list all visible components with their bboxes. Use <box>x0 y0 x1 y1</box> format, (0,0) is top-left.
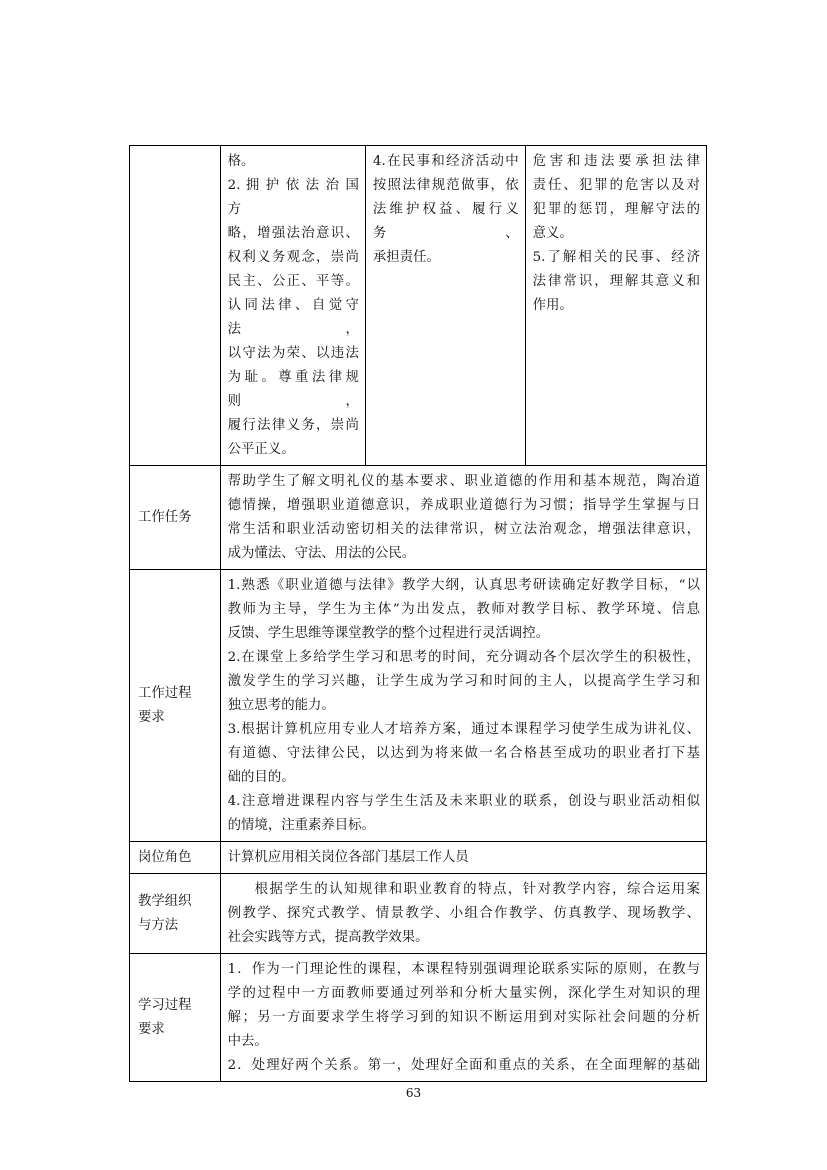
knowledge-goal-cell <box>525 146 706 466</box>
text-line: 公平正义。 <box>227 442 295 457</box>
label-text: 与方法 <box>138 918 179 933</box>
row-label <box>130 466 221 570</box>
text-line: 根据学生的认知规律和职业教育的特点，针对教学内容，综合运用案 <box>254 882 700 897</box>
row-content <box>220 954 706 1082</box>
label-text: 学习过程 <box>138 998 192 1013</box>
text-line: 2. 拥 护 依 法 治 国 方 <box>227 178 359 217</box>
text-line: 法维护权益、履行义务、 <box>372 202 519 241</box>
empty-label-cell <box>130 146 221 466</box>
row-content <box>220 842 706 874</box>
text-line: 危害和违法要承担法律 <box>532 154 700 169</box>
text-line: 5.了解相关的民事、经济 <box>532 250 700 265</box>
text-line: 略，增强法治意识、 <box>227 226 359 241</box>
text-line: 4.注意增进课程内容与学生生活及未来职业的联系，创设与职业活动相似 <box>227 794 700 809</box>
text-line: 权利义务观念，崇尚 <box>227 250 359 265</box>
text-line: 学的过程中一方面教师要通过列举和分析大量实例，深化学生对知识的理 <box>227 986 700 1001</box>
text-line: 解；另一方面要求学生将学习到的知识不断运用到对实际社会问题的分析 <box>227 1010 700 1025</box>
text-line: 2.在课堂上多给学生学习和思考的时间，充分调动各个层次学生的积极性， <box>227 650 700 665</box>
learning-process-row <box>130 954 707 1082</box>
text-line: 常生活和职业活动密切相关的法律常识，树立法治观念，增强法律意识， <box>227 522 700 537</box>
work-process-row <box>130 570 707 842</box>
page-number: 63 <box>405 1086 422 1100</box>
text-line: 犯罪的惩罚，理解守法的 <box>532 202 700 217</box>
text-line: 法律常识，理解其意义和 <box>532 274 700 289</box>
text-line: 成为懂法、守法、用法的公民。 <box>227 546 416 561</box>
text-line: 德情操，增强职业道德意识，养成职业道德行为习惯；指导学生掌握与日 <box>227 498 700 513</box>
text-line: 4.在民事和经济活动中 <box>372 154 519 169</box>
text-line: 按照法律规范做事，依 <box>372 178 519 193</box>
text-line: 中去。 <box>227 1034 268 1049</box>
job-role-row <box>130 842 707 874</box>
text-line: 1.熟悉《职业道德与法律》教学大纲，认真思考研读确定好教学目标，“以 <box>227 578 700 593</box>
text-line: 3.根据计算机应用专业人才培养方案，通过本课程学习使学生成为讲礼仪、 <box>227 722 700 737</box>
text-line: 反馈、学生思维等课堂教学的整个过程进行灵活调控。 <box>227 626 550 641</box>
text-line: 帮助学生了解文明礼仪的基本要求、职业道德的作用和基本规范，陶冶道 <box>227 474 700 489</box>
row-content <box>220 874 706 954</box>
row-label <box>130 570 221 842</box>
text-line: 格。 <box>227 154 255 169</box>
attitude-goal-cell <box>220 146 365 466</box>
text-line: 计算机应用相关岗位各部门基层工作人员 <box>227 850 469 865</box>
label-text: 要求 <box>138 1022 165 1037</box>
text-line: 意义。 <box>532 226 573 241</box>
row-content <box>220 570 706 842</box>
text-line: 社会实践等方式，提高教学效果。 <box>227 930 429 945</box>
ability-goal-cell <box>365 146 525 466</box>
text-line: 独立思考的能力。 <box>227 698 335 713</box>
text-line: 履行法律义务，崇尚 <box>227 418 359 433</box>
text-line: 础的目的。 <box>227 770 295 785</box>
row-label <box>130 842 221 874</box>
text-line: 激发学生的学习兴趣，让学生成为学习和时间的主人，以提高学生学习和 <box>227 674 700 689</box>
objectives-row <box>130 146 707 466</box>
row-label <box>130 954 221 1082</box>
text-line: 有道德、守法律公民，以达到为将来做一名合格甚至成功的职业者打下基 <box>227 746 700 761</box>
label-text: 要求 <box>138 710 165 725</box>
label-text: 岗位角色 <box>138 850 192 865</box>
curriculum-table <box>129 145 707 1082</box>
row-content <box>220 466 706 570</box>
text-line: 1．作为一门理论性的课程，本课程特别强调理论联系实际的原则，在教与 <box>227 962 700 977</box>
text-line: 认同法律、自觉守法， <box>227 298 359 337</box>
label-text: 工作过程 <box>138 686 192 701</box>
text-line: 为耻。尊重法律规则， <box>227 370 359 409</box>
text-line: 的情境，注重素养目标。 <box>227 818 375 833</box>
text-line: 作用。 <box>532 298 573 313</box>
text-line: 责任、犯罪的危害以及对 <box>532 178 700 193</box>
text-line: 承担责任。 <box>372 250 440 265</box>
text-line: 民主、公正、平等。 <box>227 274 359 289</box>
row-label <box>130 874 221 954</box>
label-text: 教学组织 <box>138 894 192 909</box>
text-line: 以守法为荣、以违法 <box>227 346 359 361</box>
work-task-row <box>130 466 707 570</box>
text-line: 教师为主导，学生为主体”为出发点，教师对教学目标、教学环境、信息 <box>227 602 700 617</box>
teaching-method-row <box>130 874 707 954</box>
label-text: 工作任务 <box>138 510 192 525</box>
text-line: 2．处理好两个关系。第一，处理好全面和重点的关系，在全面理解的基础 <box>227 1058 700 1073</box>
text-line: 例教学、探究式教学、情景教学、小组合作教学、仿真教学、现场教学、 <box>227 906 700 921</box>
